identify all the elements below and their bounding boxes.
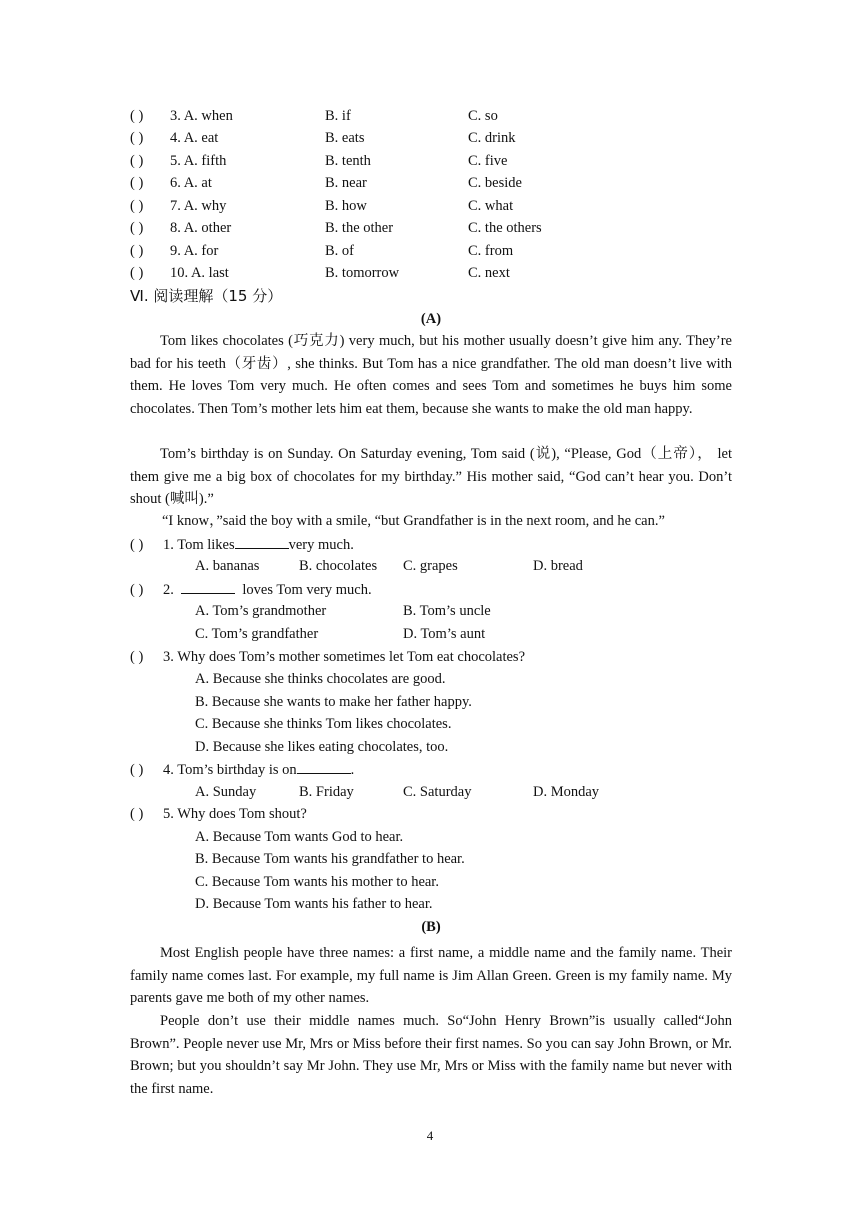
cloze-row-8 <box>130 217 542 239</box>
option-a: 9. A. for <box>170 243 219 259</box>
q3-option-d: D. Because she likes eating chocolates, too. <box>195 739 449 755</box>
question-text: 1. Tom likes <box>163 537 235 553</box>
option-b: B. eats <box>325 130 365 146</box>
option-a: 7. A. why <box>170 198 227 214</box>
q3-option-b: B. Because she wants to make her father happy. <box>195 694 472 710</box>
answer-paren: ( ) <box>130 130 144 146</box>
option-a: 4. A. eat <box>170 130 219 146</box>
question-text: 4. Tom’s birthday is on <box>163 762 297 778</box>
question-number: 2. <box>163 582 174 598</box>
option-c: C. what <box>468 198 514 214</box>
q2-option-c: C. Tom’s grandfather <box>195 626 319 642</box>
answer-paren: ( ) <box>130 649 144 665</box>
passage-a-paragraph-1: Tom likes chocolates (巧克力) very much, but his mother usually doesn’t give him any. They’re bad for his teeth（牙齿）, she thinks. But Tom has a nice grandfather. The old man doesn’t live with them. He loves Tom very much. He often comes and sees Tom and sometimes he buys him some chocolates. Then Tom’s mother lets him eat them, because she wants to make the old man happy. <box>130 333 732 417</box>
cloze-row-6 <box>130 172 522 194</box>
q4-option-d: D. Monday <box>533 784 600 800</box>
option-b: B. the other <box>325 220 394 236</box>
option-c: C. five <box>468 153 508 169</box>
option-a: 5. A. fifth <box>170 153 227 169</box>
cloze-row-5 <box>130 150 508 172</box>
option-b: B. how <box>325 198 367 214</box>
section-title: Ⅵ. 阅读理解（15 分） <box>130 287 283 305</box>
page-number: 4 <box>426 1128 434 1143</box>
option-b: B. tenth <box>325 153 371 169</box>
cloze-row-7 <box>130 195 514 217</box>
answer-paren: ( ) <box>130 198 144 214</box>
q2-option-d: D. Tom’s aunt <box>403 626 486 642</box>
q5-option-a: A. Because Tom wants God to hear. <box>195 829 404 845</box>
answer-paren: ( ) <box>130 537 144 553</box>
option-c: C. drink <box>468 130 516 146</box>
q4-option-b: B. Friday <box>299 784 354 800</box>
answer-paren: ( ) <box>130 153 144 169</box>
question-text: 3. Why does Tom’s mother sometimes let Tom eat chocolates? <box>163 649 526 665</box>
answer-paren: ( ) <box>130 265 144 281</box>
q1-option-d: D. bread <box>533 558 583 574</box>
passage-a-paragraph-3: “I know，”said the boy with a smile, “but Grandfather is in the next room, and he can.” <box>162 513 665 529</box>
answer-paren: ( ) <box>130 220 144 236</box>
q1-option-a: A. bananas <box>195 558 260 574</box>
option-a: 6. A. at <box>170 175 212 191</box>
answer-blank[interactable] <box>235 533 289 549</box>
question-3 <box>130 646 525 668</box>
option-c: C. the others <box>468 220 542 236</box>
answer-paren: ( ) <box>130 582 144 598</box>
option-a: 8. A. other <box>170 220 232 236</box>
option-b: B. of <box>325 243 354 259</box>
option-c: C. from <box>468 243 514 259</box>
option-c: C. so <box>468 108 498 124</box>
passage-b-paragraph-1: Most English people have three names: a first name, a middle name and the family name. Their family name comes last. For example, my full name is Jim Allan Green. Green is my family name. My parents gave me both of my other names. <box>130 945 732 1007</box>
q5-option-b: B. Because Tom wants his grandfather to hear. <box>195 851 465 867</box>
question-4 <box>130 758 354 781</box>
q4-option-a: A. Sunday <box>195 784 257 800</box>
question-2 <box>130 578 372 601</box>
option-b: B. tomorrow <box>325 265 400 281</box>
cloze-row-10 <box>130 262 510 284</box>
option-a: 10. A. last <box>170 265 229 281</box>
question-1 <box>130 533 354 556</box>
answer-paren: ( ) <box>130 762 144 778</box>
q1-option-b: B. chocolates <box>299 558 378 574</box>
cloze-row-4 <box>130 127 516 149</box>
option-c: C. next <box>468 265 510 281</box>
answer-paren: ( ) <box>130 243 144 259</box>
answer-blank[interactable] <box>181 578 235 594</box>
q1-option-c: C. grapes <box>403 558 458 574</box>
question-text: 5. Why does Tom shout? <box>163 806 307 822</box>
passage-a-label: (A) <box>420 311 442 327</box>
answer-paren: ( ) <box>130 806 144 822</box>
question-text-end: very much. <box>288 537 354 553</box>
answer-blank[interactable] <box>297 758 351 774</box>
q4-option-c: C. Saturday <box>403 784 472 800</box>
option-a: 3. A. when <box>170 108 233 124</box>
option-b: B. near <box>325 175 367 191</box>
question-text: loves Tom very much. <box>242 582 372 598</box>
cloze-row-9 <box>130 240 514 262</box>
passage-b-label: (B) <box>421 919 441 935</box>
answer-paren: ( ) <box>130 175 144 191</box>
q3-option-c: C. Because she thinks Tom likes chocolates. <box>195 716 452 732</box>
q2-option-a: A. Tom’s grandmother <box>195 603 327 619</box>
option-b: B. if <box>325 108 351 124</box>
answer-paren: ( ) <box>130 108 144 124</box>
q2-option-b: B. Tom’s uncle <box>403 603 491 619</box>
q5-option-d: D. Because Tom wants his father to hear. <box>195 896 433 912</box>
passage-a-paragraph-2: Tom’s birthday is on Sunday. On Saturday evening, Tom said (说), “Please, God（上帝）， let them give me a big box of chocolates for my birthday.” His mother said, “God can’t hear you. Don’t shout (喊叫).” <box>130 446 732 508</box>
question-5 <box>130 803 307 825</box>
cloze-row-3 <box>130 105 498 127</box>
q3-option-a: A. Because she thinks chocolates are good. <box>195 671 446 687</box>
passage-b-paragraph-2: People don’t use their middle names much. So“John Henry Brown”is usually called“John Brown”. People never use Mr, Mrs or Miss before their first names. So you can say John Brown, or Mr. Brown; but you shouldn’t say Mr John. They use Mr, Mrs or Miss with the family name but never with the first name. <box>130 1013 732 1097</box>
q5-option-c: C. Because Tom wants his mother to hear. <box>195 874 439 890</box>
question-text-end: . <box>350 762 355 778</box>
option-c: C. beside <box>468 175 522 191</box>
